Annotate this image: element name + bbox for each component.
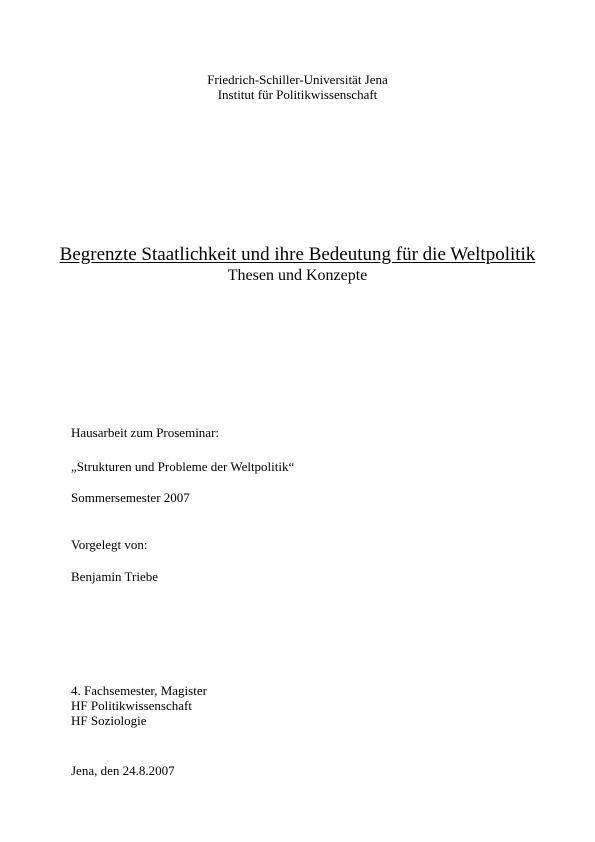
institute-name: Institut für Politikwissenschaft: [217, 87, 378, 102]
submitted-by-label: Vorgelegt von:: [71, 537, 148, 552]
title-block: [40, 244, 555, 285]
study-info-semester: 4. Fachsemester, Magister: [71, 683, 207, 698]
university-name: Friedrich-Schiller-Universität Jena: [207, 72, 388, 87]
semester: Sommersemester 2007: [71, 490, 190, 505]
paper-type-label: Hausarbeit zum Proseminar:: [71, 425, 220, 440]
document-subtitle: Thesen und Konzepte: [227, 267, 368, 284]
author-name: Benjamin Triebe: [71, 569, 159, 584]
study-info-minor: HF Soziologie: [71, 713, 147, 728]
seminar-name: „Strukturen und Probleme der Weltpolitik“: [71, 459, 295, 474]
document-title: Begrenzte Staatlichkeit und ihre Bedeutung für die Weltpolitik: [59, 244, 536, 265]
place-and-date: Jena, den 24.8.2007: [71, 763, 175, 778]
study-info-major: HF Politikwissenschaft: [71, 698, 192, 713]
